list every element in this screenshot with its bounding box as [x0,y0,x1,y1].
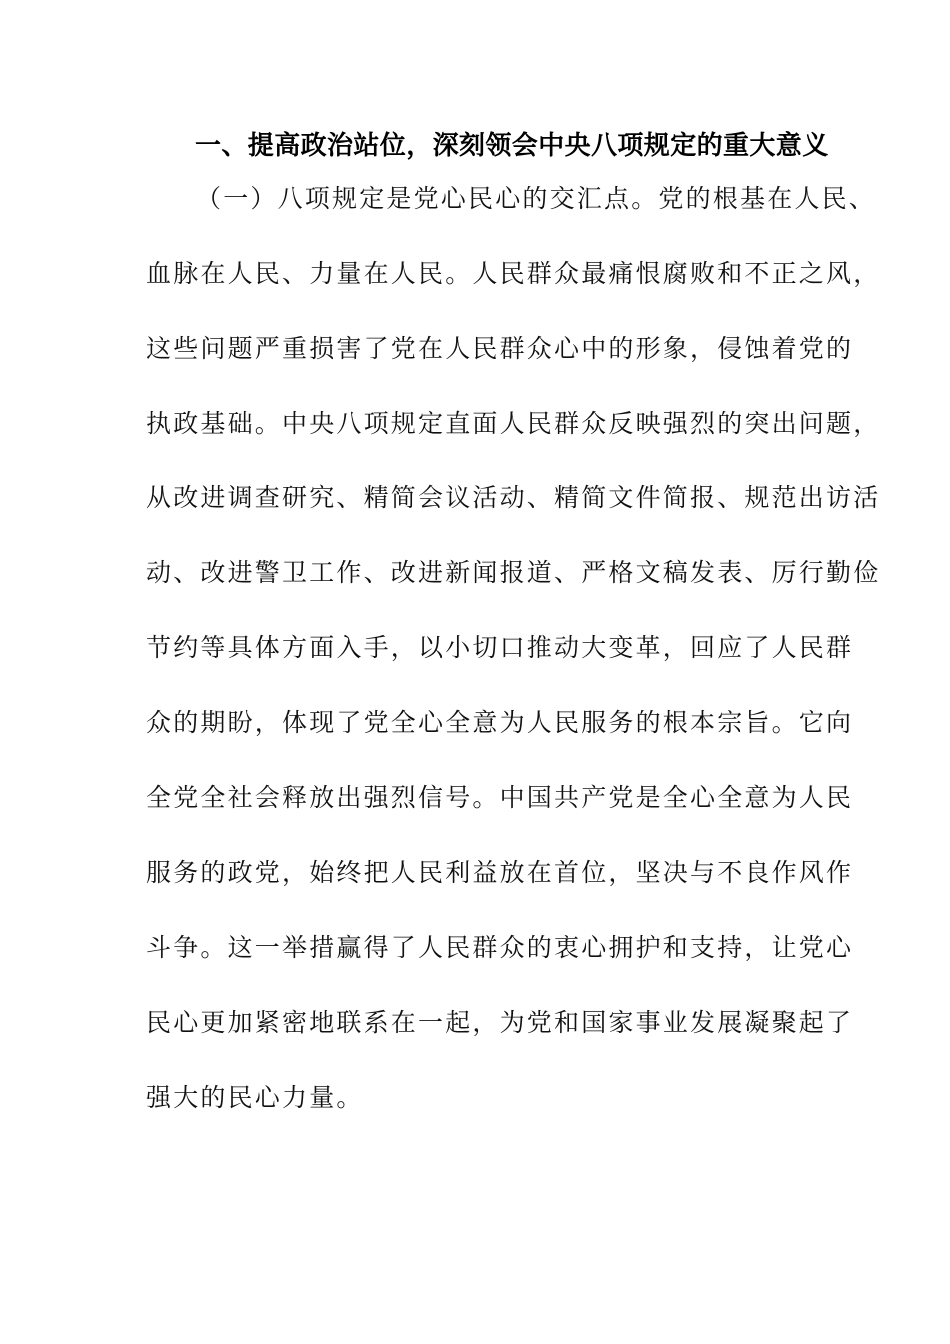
paragraph-line: 血脉在人民、力量在人民。人民群众最痛恨腐败和不正之风， [146,259,881,288]
paragraph-line: 众的期盼，体现了党全心全意为人民服务的根本宗旨。它向 [146,708,854,737]
section-heading: 一、提高政治站位，深刻领会中央八项规定的重大意义 [195,131,829,161]
paragraph-line: （一）八项规定是党心民心的交汇点。党的根基在人民、 [196,184,877,213]
paragraph-line: 节约等具体方面入手，以小切口推动大变革，回应了人民群 [146,633,854,662]
paragraph-line: 这些问题严重损害了党在人民群众心中的形象，侵蚀着党的 [146,334,854,363]
paragraph-line: 动、改进警卫工作、改进新闻报道、严格文稿发表、厉行勤俭 [146,558,881,587]
paragraph-line: 执政基础。中央八项规定直面人民群众反映强烈的突出问题， [146,409,881,438]
paragraph-line: 民心更加紧密地联系在一起，为党和国家事业发展凝聚起了 [146,1008,854,1037]
paragraph-line: 从改进调查研究、精简会议活动、精简文件简报、规范出访活 [146,483,881,512]
paragraph-line: 服务的政党，始终把人民利益放在首位，坚决与不良作风作 [146,858,854,887]
paragraph-line: 强大的民心力量。 [146,1083,364,1112]
paragraph-line: 全党全社会释放出强烈信号。中国共产党是全心全意为人民 [146,783,854,812]
paragraph-line: 斗争。这一举措赢得了人民群众的衷心拥护和支持，让党心 [146,933,854,962]
